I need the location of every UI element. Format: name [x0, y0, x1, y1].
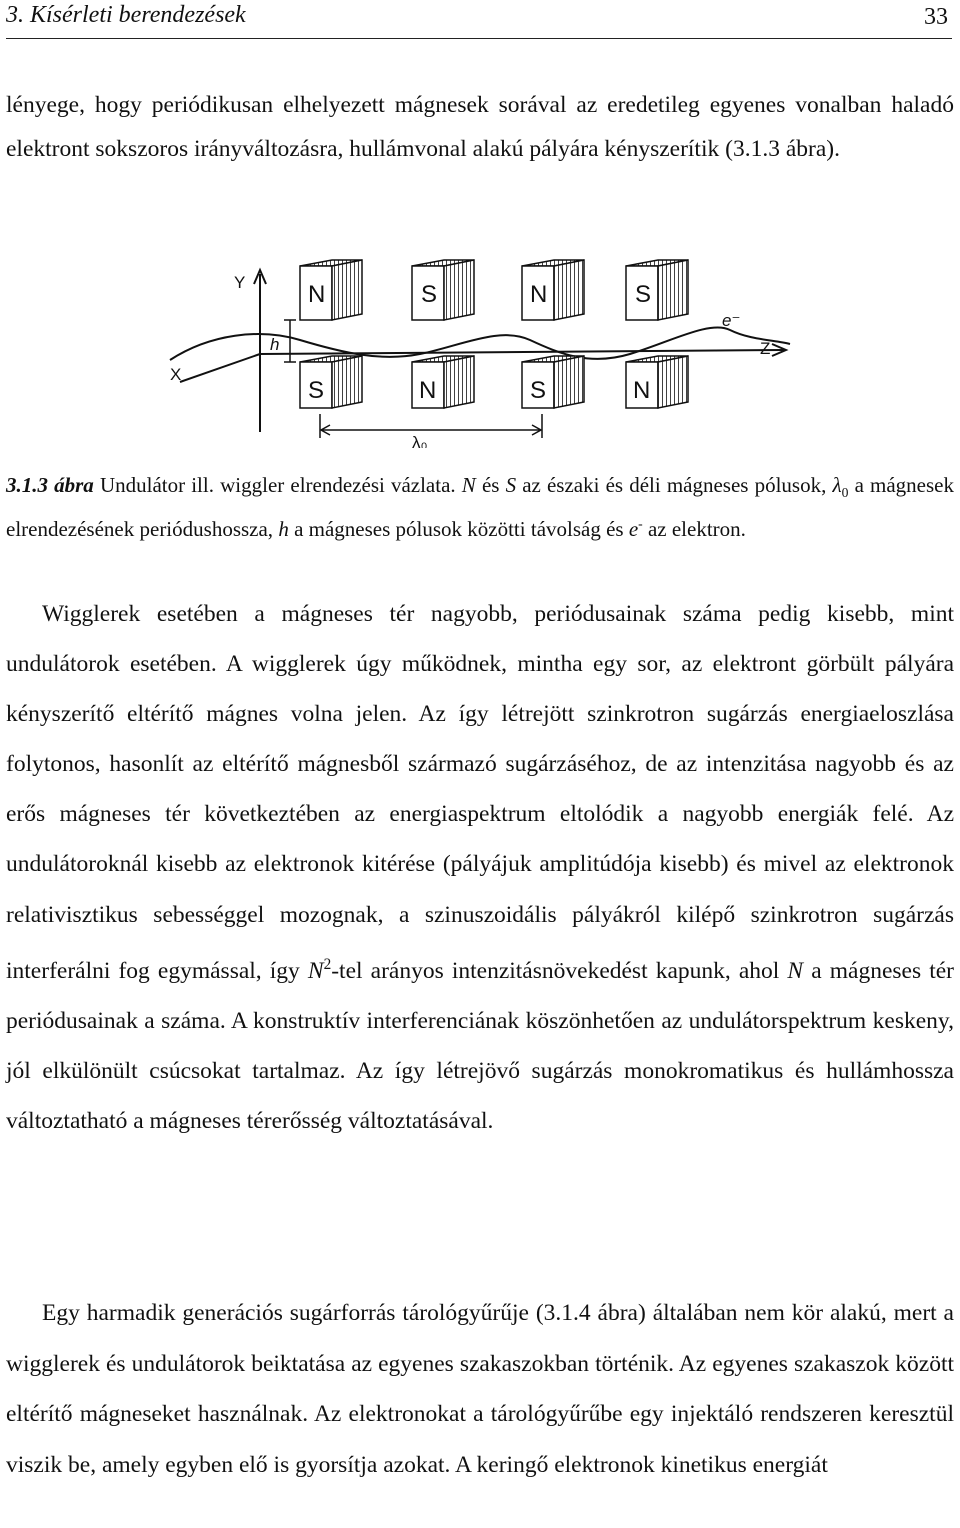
caption-symbol-e: e — [628, 517, 639, 542]
magnet-label: S — [635, 281, 652, 308]
gap-marker — [284, 320, 296, 362]
header-rule — [6, 38, 952, 39]
caption-symbol-s: S — [505, 473, 517, 497]
caption-text: és — [475, 473, 506, 497]
undulator-diagram — [150, 254, 800, 448]
caption-symbol-n: N — [461, 473, 476, 497]
caption-text: az északi és déli mágneses pólusok, — [516, 473, 833, 497]
electron-label: e⁻ — [722, 311, 741, 330]
intro-paragraph: lényege, hogy periódikusan elhelyezett mágnesek sorával az eredetileg egyenes vonalban haladó elektront sokszoros irányváltozásra, hullámvonal alakú pályára kényszerítik (3.1.3 ábra). — [6, 92, 954, 162]
caption-number: 3.1.3 ábra — [6, 473, 94, 497]
top-magnet-4 — [626, 260, 688, 320]
x-axis — [180, 354, 260, 382]
magnet-label: N — [419, 377, 437, 404]
caption-subscript: 0 — [841, 485, 849, 501]
symbol-n: N — [307, 957, 324, 984]
magnet-label: N — [530, 281, 548, 308]
page-header — [6, 0, 952, 40]
caption-symbol-h: h — [278, 517, 289, 542]
magnet-label: N — [308, 281, 326, 308]
magnet-label: S — [421, 281, 438, 308]
bottom-magnet-4 — [626, 356, 688, 408]
page-number: 33 — [924, 4, 948, 30]
top-magnet-2 — [412, 260, 474, 320]
body-text: -tel arányos intenzitásnövekedést kapunk, ahol — [331, 957, 788, 984]
gap-label: h — [270, 335, 280, 354]
bottom-magnets — [300, 356, 688, 408]
caption-text: Undulátor ill. wiggler elrendezési vázlata. — [93, 473, 462, 497]
caption-text: a mágnesek elrendezésének periódushossza, — [6, 473, 954, 542]
body-paragraph-1 — [6, 589, 954, 1146]
bottom-magnet-2 — [412, 356, 474, 408]
y-axis-label: Y — [234, 273, 246, 292]
body-text: a mágneses tér periódusainak a száma. A konstruktív interferenciának köszönhetően az undulátorspektrum keskeny, jól elkülönült csúcsokat tartalmaz. Az így létrejövő sugárzás monokromatikus és hullámhossza változtatható a mágneses térerősség változtatásával. — [6, 957, 954, 1134]
top-magnet-1 — [300, 260, 362, 320]
magnet-label: N — [633, 377, 651, 404]
period-label: λ₀ — [412, 433, 428, 448]
top-magnets — [300, 260, 688, 320]
magnet-label: S — [308, 377, 325, 404]
magnet-label: S — [530, 377, 547, 404]
bottom-magnet-3 — [522, 356, 584, 408]
z-axis-label: Z — [760, 339, 771, 358]
caption-superscript: - — [638, 516, 643, 532]
x-axis-label: X — [170, 365, 182, 384]
electron-trajectory — [170, 327, 790, 360]
symbol-n: N — [787, 957, 804, 984]
period-marker — [320, 414, 542, 438]
bottom-magnet-1 — [300, 356, 362, 408]
chapter-title: 3. Kísérleti berendezések — [6, 2, 246, 28]
caption-symbol-lambda: λ — [832, 473, 842, 497]
caption-text: a mágneses pólusok közötti távolság és — [288, 517, 629, 542]
top-magnet-3 — [522, 260, 584, 320]
superscript: 2 — [323, 955, 332, 973]
body-text: Wigglerek esetében a mágneses tér nagyobb, periódusainak száma pedig kisebb, mint undulátorok esetében. A wigglerek úgy működnek, mintha egy sor, az elektront görbült pályára kényszerítő eltérítő mágnes volna jelen. Az így létrejött szinkrotron sugárzás energiaeloszlása folytonos, hasonlít az eltérítő mágnesből származó sugárzáséhoz, de az intenzitása nagyobb és az erős mágneses tér következtében az energiaspektrum eltolódik a nagyobb energiák felé. Az undulátoroknál kisebb az elektronok kitérése (pályájuk amplitúdója kisebb) és mivel az elektronok relativisztikus sebességgel mozognak, a szinuszoidális pályákról kilépő szinkrotron sugárzás interferálni fog egymással, így — [6, 601, 954, 984]
figure-caption — [6, 470, 954, 545]
body-paragraph-2: Egy harmadik generációs sugárforrás tárológyűrűje (3.1.4 ábra) általában nem kör alakú, mert a wigglerek és undulátorok beiktatása az egyenes szakaszokban történik. Az egyenes szakaszok között eltérítő mágneseket használnak. Az elektronokat a tárológyűrűbe egy injektáló rendszeren keresztül viszik be, amely egyben elő is gyorsítja azokat. A keringő elektronok kinetikus energiát — [6, 1300, 954, 1478]
caption-text: az elektron. — [642, 517, 746, 542]
